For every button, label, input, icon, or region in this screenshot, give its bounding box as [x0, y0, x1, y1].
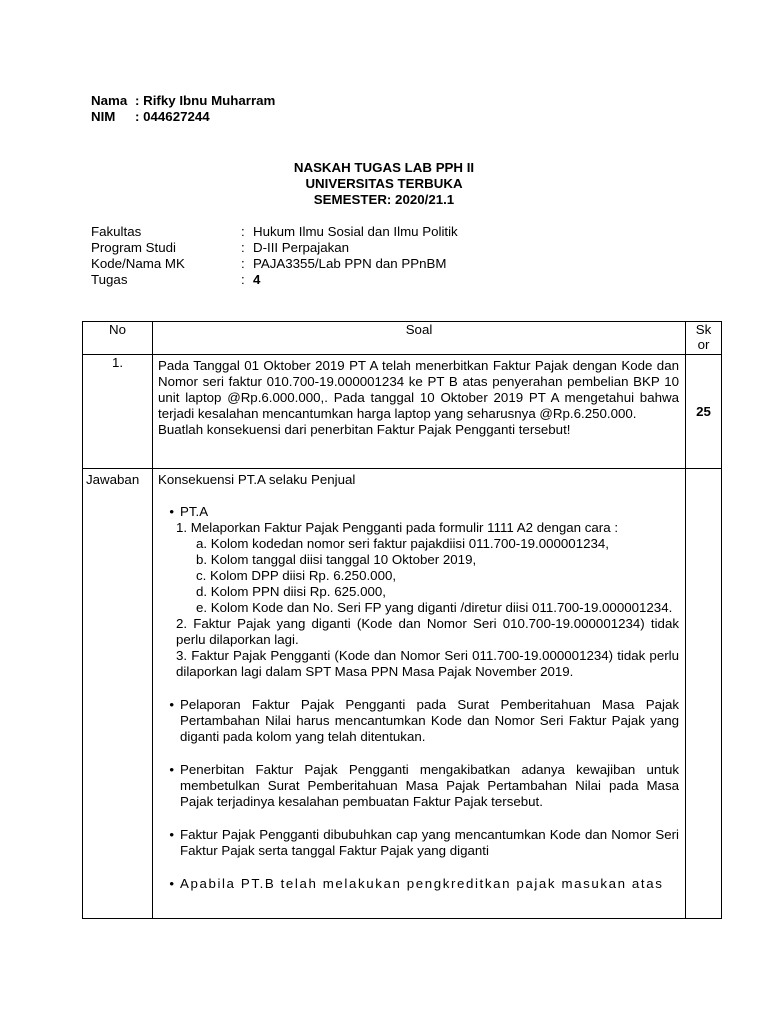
- bullet-pengkreditan: [158, 876, 679, 892]
- heading-university: UNIVERSITAS TERBUKA: [305, 176, 463, 191]
- answer-item-2: 2. Faktur Pajak yang diganti (Kode dan Nomor Seri 010.700-19.000001234) tidak perlu dilaporkan lagi.: [176, 616, 679, 647]
- answer-score-cell: [686, 469, 722, 919]
- info-row-program-studi: [91, 240, 458, 256]
- spacer: [158, 810, 679, 827]
- bullet-pta: [158, 504, 679, 520]
- heading-semester: SEMESTER: 2020/21.1: [313, 192, 455, 207]
- info-row-kode-mk: [91, 256, 458, 272]
- question-text-cell: [153, 355, 686, 469]
- info-value: D-III Perpajakan: [253, 240, 350, 255]
- answer-title: Konsekuensi PT.A selaku Penjual: [158, 472, 356, 487]
- question-score: 25: [686, 355, 722, 469]
- info-row-fakultas: [91, 224, 458, 240]
- nim-label: NIM: [91, 109, 116, 124]
- name-value: : Rifky Ibnu Muharram: [135, 93, 276, 108]
- info-key: Kode/Nama MK: [91, 256, 185, 271]
- question-number: 1.: [83, 355, 153, 469]
- question-table: [82, 321, 722, 919]
- table-header-row: [83, 322, 722, 355]
- spacer: [158, 859, 679, 876]
- course-info: [91, 224, 458, 288]
- header-soal: Soal: [153, 322, 686, 355]
- bullet-dot-icon: •: [169, 697, 174, 712]
- student-name-row: [91, 93, 275, 109]
- question-text: Pada Tanggal 01 Oktober 2019 PT A telah menerbitkan Faktur Pajak dengan Kode dan Nomor seri faktur 010.700-19.000001234 ke PT B atas penyerahan pembelian BKP 10 unit laptop @Rp.6.000.000,. Pada tanggal 10 Oktober 2019 PT A mengetahui bahwa terjadi kesalahan mencantumkan harga laptop yang seharusnya @Rp.6.250.000.: [158, 358, 679, 421]
- answer-item-1e: e. Kolom Kode dan No. Seri FP yang diganti /diretur diisi 011.700-19.000001234.: [196, 600, 673, 615]
- answer-item-1: 1. Melaporkan Faktur Pajak Pengganti pada formulir 1111 A2 dengan cara :: [176, 520, 619, 535]
- bullet-dot-icon: •: [169, 762, 174, 777]
- info-value: Hukum Ilmu Sosial dan Ilmu Politik: [253, 224, 458, 239]
- bullet-cap-text: Faktur Pajak Pengganti dibubuhkan cap yang mencantumkan Kode dan Nomor Seri Faktur Pajak serta tanggal Faktur Pajak yang diganti: [180, 827, 679, 858]
- header-skor: [686, 322, 722, 355]
- header-skor-line1: Sk: [695, 322, 712, 337]
- bullet-penerbitan: [158, 762, 679, 810]
- bullet-dot-icon: •: [169, 876, 174, 891]
- name-label: Nama: [91, 93, 128, 108]
- heading-title: NASKAH TUGAS LAB PPH II: [293, 160, 475, 175]
- info-key: Tugas: [91, 272, 128, 287]
- info-value: PAJA3355/Lab PPN dan PPnBM: [253, 256, 447, 271]
- info-colon: :: [241, 240, 245, 255]
- info-colon: :: [241, 272, 245, 287]
- bullet-pelaporan: [158, 697, 679, 745]
- info-colon: :: [241, 256, 245, 271]
- info-value: 4: [253, 272, 261, 287]
- spacer: [158, 680, 679, 697]
- document-heading: [0, 160, 768, 208]
- spacer: [158, 745, 679, 762]
- bullet-penerbitan-text: Penerbitan Faktur Pajak Pengganti mengakibatkan adanya kewajiban untuk membetulkan Surat Pemberitahuan Masa Pajak Pertambahan Nilai pada Masa Pajak terjadinya kesalahan pembuatan Faktur Pajak tersebut.: [180, 762, 679, 809]
- info-row-tugas: [91, 272, 458, 288]
- info-colon: :: [241, 224, 245, 239]
- header-skor-line2: or: [697, 337, 710, 352]
- bullet-pta-text: PT.A: [180, 504, 209, 519]
- student-identity: [91, 93, 275, 125]
- answer-item-1b: b. Kolom tanggal diisi tanggal 10 Oktober 2019,: [196, 552, 477, 567]
- bullet-dot-icon: •: [169, 504, 174, 519]
- answer-item-1a: a. Kolom kodedan nomor seri faktur pajakdiisi 011.700-19.000001234,: [196, 536, 609, 551]
- answer-item-1c: c. Kolom DPP diisi Rp. 6.250.000,: [196, 568, 397, 583]
- question-instruction: Buatlah konsekuensi dari penerbitan Faktur Pajak Pengganti tersebut!: [158, 422, 571, 437]
- table-row-answer: [83, 469, 722, 919]
- info-key: Program Studi: [91, 240, 176, 255]
- nim-value: : 044627244: [135, 109, 210, 124]
- table-row-question: [83, 355, 722, 469]
- info-key: Fakultas: [91, 224, 142, 239]
- student-nim-row: [91, 109, 275, 125]
- answer-label: Jawaban: [83, 469, 153, 919]
- answer-item-3: 3. Faktur Pajak Pengganti (Kode dan Nomor Seri 011.700-19.000001234) tidak perlu dilaporkan lagi dalam SPT Masa PPN Masa Pajak November 2019.: [176, 648, 679, 679]
- header-no: No: [83, 322, 153, 355]
- answer-body: [153, 469, 686, 919]
- bullet-pelaporan-text: Pelaporan Faktur Pajak Pengganti pada Surat Pemberitahuan Masa Pajak Pertambahan Nilai harus mencantumkan Kode dan Nomor Seri Faktur Pajak yang diganti pada kolom yang telah ditentukan.: [180, 697, 679, 744]
- bullet-cap: [158, 827, 679, 859]
- bullet-dot-icon: •: [169, 827, 174, 842]
- bullet-pengkreditan-text: Apabila PT.B telah melakukan pengkreditkan pajak masukan atas: [180, 876, 664, 891]
- answer-item-1d: d. Kolom PPN diisi Rp. 625.000,: [196, 584, 386, 599]
